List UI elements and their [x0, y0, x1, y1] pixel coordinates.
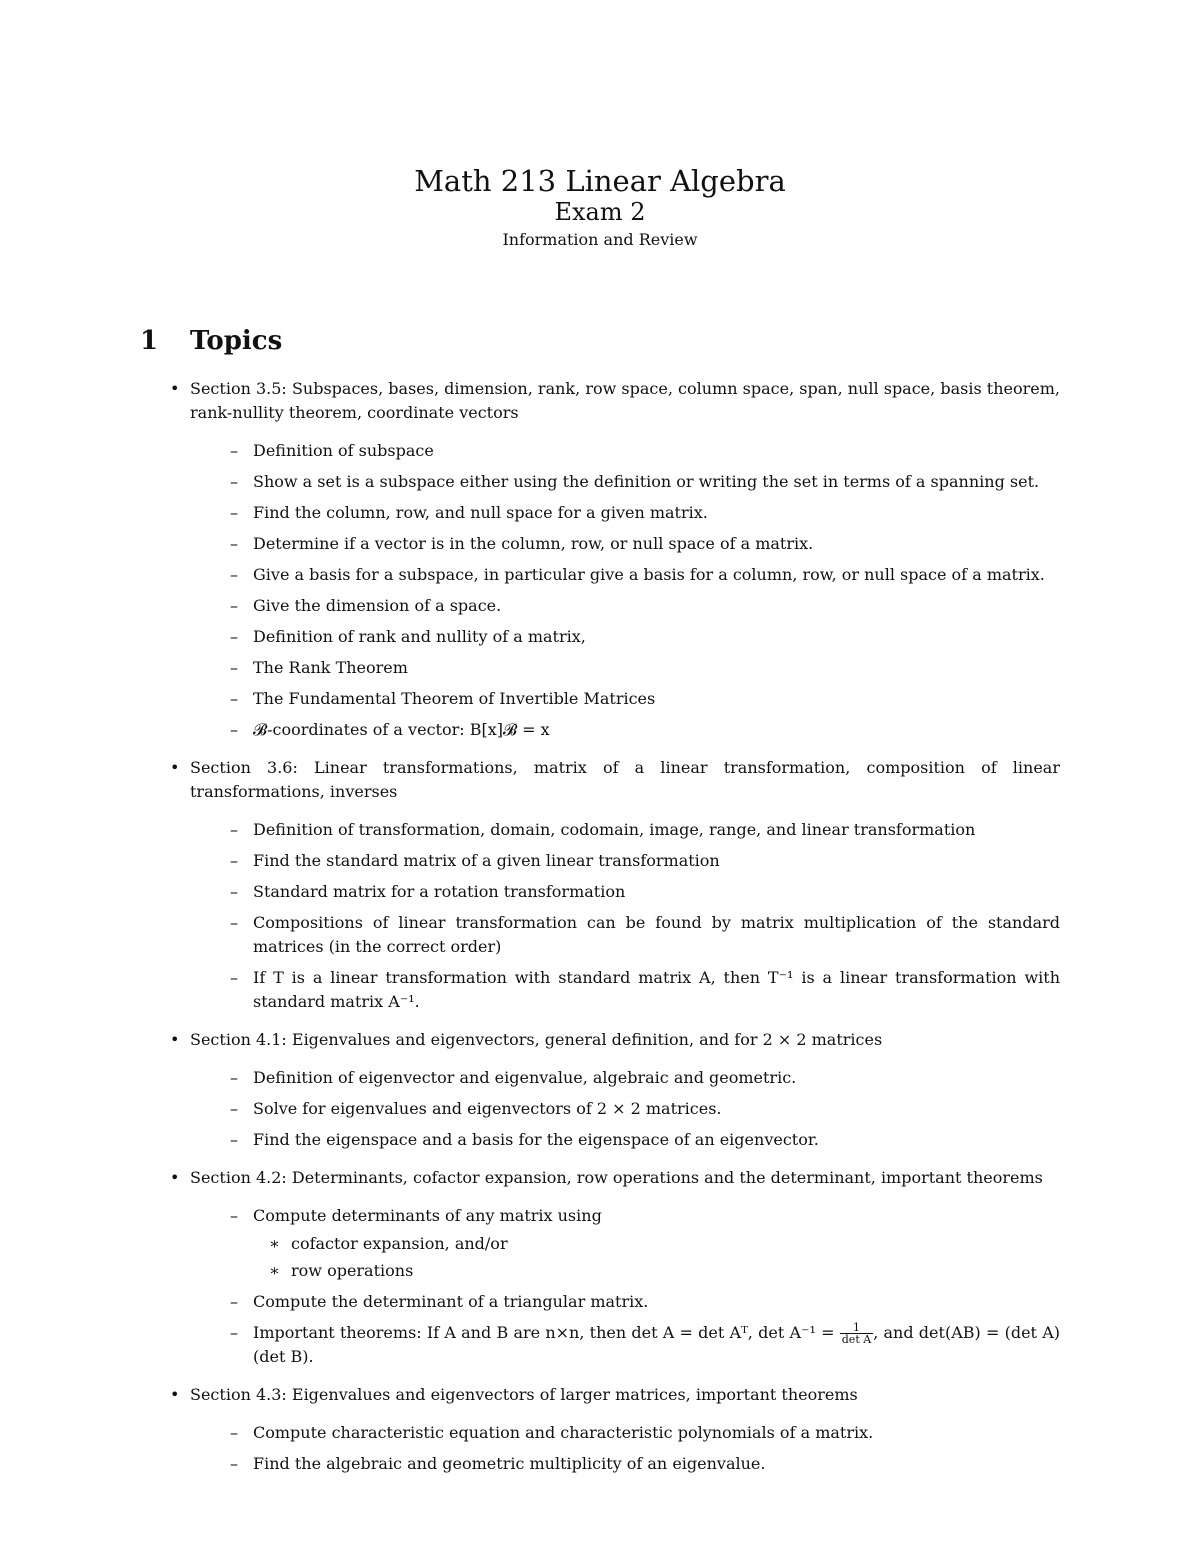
dash-icon: –	[230, 851, 238, 870]
dash-icon: –	[230, 1130, 238, 1149]
list-item-text: The Fundamental Theorem of Invertible Matrices	[253, 689, 656, 708]
list-item	[230, 439, 1060, 463]
topic-section-4-2	[170, 1166, 1060, 1369]
list-item	[230, 1321, 1060, 1369]
topic-section-4-3	[170, 1383, 1060, 1476]
section-number: 1	[140, 326, 159, 356]
bullet-icon: •	[170, 1168, 180, 1187]
nested-list	[253, 1232, 1060, 1283]
nested-item-text: cofactor expansion, and/or	[291, 1234, 508, 1253]
document-tagline: Information and Review	[502, 230, 698, 249]
nested-item-text: row operations	[291, 1261, 414, 1280]
list-item	[230, 1452, 1060, 1476]
list-item	[230, 818, 1060, 842]
topic-section-3-6	[170, 756, 1060, 1014]
list-item	[230, 1421, 1060, 1445]
dash-icon: –	[230, 882, 238, 901]
subtopic-list	[190, 1421, 1060, 1476]
list-item	[230, 563, 1060, 587]
list-item-text: Definition of eigenvector and eigenvalue, algebraic and geometric.	[253, 1068, 797, 1087]
topics-list	[170, 377, 1060, 1490]
list-item-text: Definition of rank and nullity of a matrix,	[253, 627, 586, 646]
subtopic-list	[190, 1066, 1060, 1152]
topic-heading: Section 3.5: Subspaces, bases, dimension, rank, row space, column space, span, null space, basis theorem, rank-nullity theorem, coordinate vectors	[190, 379, 1060, 422]
dash-icon: –	[230, 565, 238, 584]
topic-heading: Section 3.6: Linear transformations, matrix of a linear transformation, composition of linear transformations, inverses	[190, 758, 1060, 801]
asterisk-icon: ∗	[269, 1261, 280, 1280]
dash-icon: –	[230, 658, 238, 677]
dash-icon: –	[230, 1206, 238, 1225]
list-item-text: Show a set is a subspace either using the definition or writing the set in terms of a spanning set.	[253, 472, 1040, 491]
list-item-text: Compositions of linear transformation can be found by matrix multiplication of the standard matrices (in the correct order)	[253, 913, 1060, 956]
list-item-text: Definition of transformation, domain, codomain, image, range, and linear transformation	[253, 820, 976, 839]
dash-icon: –	[230, 1323, 238, 1342]
list-item	[230, 594, 1060, 618]
list-item	[230, 911, 1060, 959]
subtopic-list	[190, 439, 1060, 742]
bullet-icon: •	[170, 758, 180, 777]
list-item	[230, 849, 1060, 873]
bullet-icon: •	[170, 1385, 180, 1404]
title-block	[0, 164, 1200, 254]
list-item	[230, 1128, 1060, 1152]
list-item	[230, 1097, 1060, 1121]
list-item-text: Standard matrix for a rotation transformation	[253, 882, 626, 901]
asterisk-icon: ∗	[269, 1234, 280, 1253]
section-title: Topics	[190, 326, 283, 356]
dash-icon: –	[230, 1454, 238, 1473]
dash-icon: –	[230, 1423, 238, 1442]
dash-icon: –	[230, 720, 238, 739]
list-item	[230, 501, 1060, 525]
dash-icon: –	[230, 503, 238, 522]
fraction-numerator: 1	[840, 1322, 873, 1334]
topic-section-4-1	[170, 1028, 1060, 1152]
nested-list-item	[269, 1259, 1060, 1283]
dash-icon: –	[230, 913, 238, 932]
list-item-text: Determine if a vector is in the column, row, or null space of a matrix.	[253, 534, 814, 553]
list-item	[230, 1290, 1060, 1314]
dash-icon: –	[230, 472, 238, 491]
dash-icon: –	[230, 968, 238, 987]
list-item	[230, 625, 1060, 649]
list-item	[230, 470, 1060, 494]
list-item-text: Give the dimension of a space.	[253, 596, 502, 615]
list-item	[230, 1204, 1060, 1283]
topic-heading: Section 4.2: Determinants, cofactor expansion, row operations and the determinant, important theorems	[190, 1168, 1043, 1187]
document-subtitle: Exam 2	[554, 198, 646, 226]
bullet-icon: •	[170, 1030, 180, 1049]
document-title: Math 213 Linear Algebra	[414, 164, 786, 198]
list-item-text: If T is a linear transformation with standard matrix A, then T⁻¹ is a linear transformation with standard matrix A⁻¹.	[253, 968, 1060, 1011]
list-item-text: Find the algebraic and geometric multiplicity of an eigenvalue.	[253, 1454, 766, 1473]
dash-icon: –	[230, 1099, 238, 1118]
list-item-text: 𝓑-coordinates of a vector: B[x]𝓑 = x	[253, 720, 550, 739]
list-item-text: Solve for eigenvalues and eigenvectors of 2 × 2 matrices.	[253, 1099, 722, 1118]
subtopic-list	[190, 818, 1060, 1014]
dash-icon: –	[230, 596, 238, 615]
list-item-text: Find the eigenspace and a basis for the eigenspace of an eigenvector.	[253, 1130, 819, 1149]
fraction-denominator: det A	[841, 1333, 872, 1346]
theorem-text-part2: , and det(AB) = (det A)(det B).	[253, 1323, 1061, 1366]
topic-heading: Section 4.3: Eigenvalues and eigenvectors of larger matrices, important theorems	[190, 1385, 858, 1404]
list-item-text: Find the standard matrix of a given linear transformation	[253, 851, 720, 870]
dash-icon: –	[230, 820, 238, 839]
subtopic-list	[190, 1204, 1060, 1369]
list-item	[230, 656, 1060, 680]
dash-icon: –	[230, 1292, 238, 1311]
list-item	[230, 1066, 1060, 1090]
list-item	[230, 532, 1060, 556]
theorem-text-part1: Important theorems: If A and B are n×n, then det A = det Aᵀ, det A⁻¹ =	[253, 1323, 840, 1342]
list-item	[230, 966, 1060, 1014]
topic-heading: Section 4.1: Eigenvalues and eigenvectors, general definition, and for 2 × 2 matrices	[190, 1030, 883, 1049]
list-item	[230, 687, 1060, 711]
list-item-text: Compute characteristic equation and characteristic polynomials of a matrix.	[253, 1423, 874, 1442]
dash-icon: –	[230, 441, 238, 460]
dash-icon: –	[230, 534, 238, 553]
list-item-text: Find the column, row, and null space for a given matrix.	[253, 503, 708, 522]
nested-list-item	[269, 1232, 1060, 1256]
section-heading	[140, 326, 282, 356]
list-item	[230, 880, 1060, 904]
list-item-text: The Rank Theorem	[253, 658, 408, 677]
list-item-text: Definition of subspace	[253, 441, 434, 460]
list-item-text: Give a basis for a subspace, in particular give a basis for a column, row, or null space of a matrix.	[253, 565, 1045, 584]
dash-icon: –	[230, 689, 238, 708]
list-item	[230, 718, 1060, 742]
topic-section-3-5	[170, 377, 1060, 742]
dash-icon: –	[230, 627, 238, 646]
list-item-text: Compute the determinant of a triangular matrix.	[253, 1292, 649, 1311]
dash-icon: –	[230, 1068, 238, 1087]
fraction	[840, 1322, 873, 1345]
list-item-text: Compute determinants of any matrix using	[253, 1206, 602, 1225]
bullet-icon: •	[170, 379, 180, 398]
